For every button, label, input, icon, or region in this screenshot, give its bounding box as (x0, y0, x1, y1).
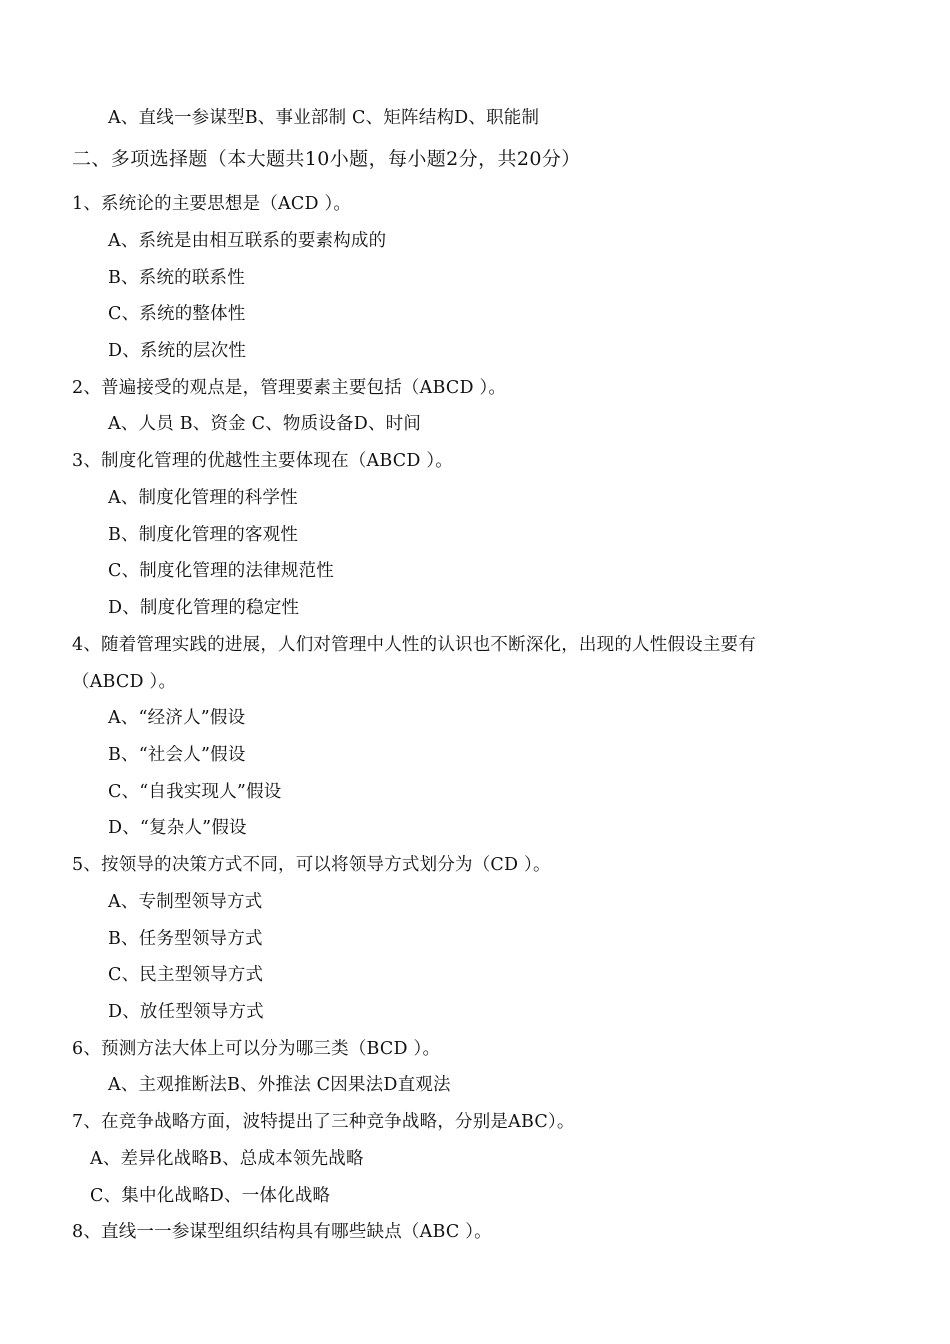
option-line: A、主观推断法B、外推法 C因果法D直观法 (108, 1075, 451, 1095)
option-line: B、制度化管理的客观性 (108, 525, 299, 545)
question-6: 6、预测方法大体上可以分为哪三类（BCD ）。 (72, 1039, 441, 1059)
option-line: D、“复杂人”假设 (108, 818, 247, 838)
question-1: 1、系统论的主要思想是（ACD ）。 (72, 194, 352, 214)
option-line: A、人员 B、资金 C、物质设备D、时间 (108, 414, 422, 434)
option-line: D、系统的层次性 (108, 341, 247, 361)
option-line: A、制度化管理的科学性 (108, 488, 298, 508)
question-3: 3、制度化管理的优越性主要体现在（ABCD ）。 (72, 451, 453, 471)
option-line: B、“社会人”假设 (108, 745, 246, 765)
question-5: 5、按领导的决策方式不同，可以将领导方式划分为（CD ）。 (72, 855, 551, 875)
question-2: 2、普遍接受的观点是，管理要素主要包括（ABCD ）。 (72, 378, 507, 398)
option-line: D、制度化管理的稳定性 (108, 598, 300, 618)
question-4: 4、随着管理实践的进展，人们对管理中人性的认识也不断深化，出现的人性假设主要有 (72, 635, 756, 655)
option-line: B、任务型领导方式 (108, 929, 263, 949)
option-line: A、直线一参谋型B、事业部制 C、矩阵结构D、职能制 (108, 108, 540, 128)
option-line: A、“经济人”假设 (108, 708, 246, 728)
option-line: A、专制型领导方式 (108, 892, 263, 912)
question-8: 8、直线一一参谋型组织结构具有哪些缺点（ABC ）。 (72, 1222, 492, 1242)
option-line: C、“自我实现人”假设 (108, 782, 282, 802)
option-line: D、放任型领导方式 (108, 1002, 264, 1022)
section-heading: 二、多项选择题（本大题共10小题，每小题2分，共20分） (72, 148, 581, 170)
option-line: C、集中化战略D、一体化战略 (90, 1186, 331, 1206)
option-line: C、制度化管理的法律规范性 (108, 561, 334, 581)
option-line: A、系统是由相互联系的要素构成的 (108, 231, 387, 251)
question-4-continuation: （ABCD ）。 (72, 672, 177, 692)
option-line: C、民主型领导方式 (108, 965, 264, 985)
option-line: A、差异化战略B、总成本领先战略 (90, 1149, 364, 1169)
question-7: 7、在竞争战略方面，波特提出了三种竞争战略，分别是ABC）。 (72, 1112, 575, 1132)
option-line: B、系统的联系性 (108, 268, 245, 288)
option-line: C、系统的整体性 (108, 304, 246, 324)
